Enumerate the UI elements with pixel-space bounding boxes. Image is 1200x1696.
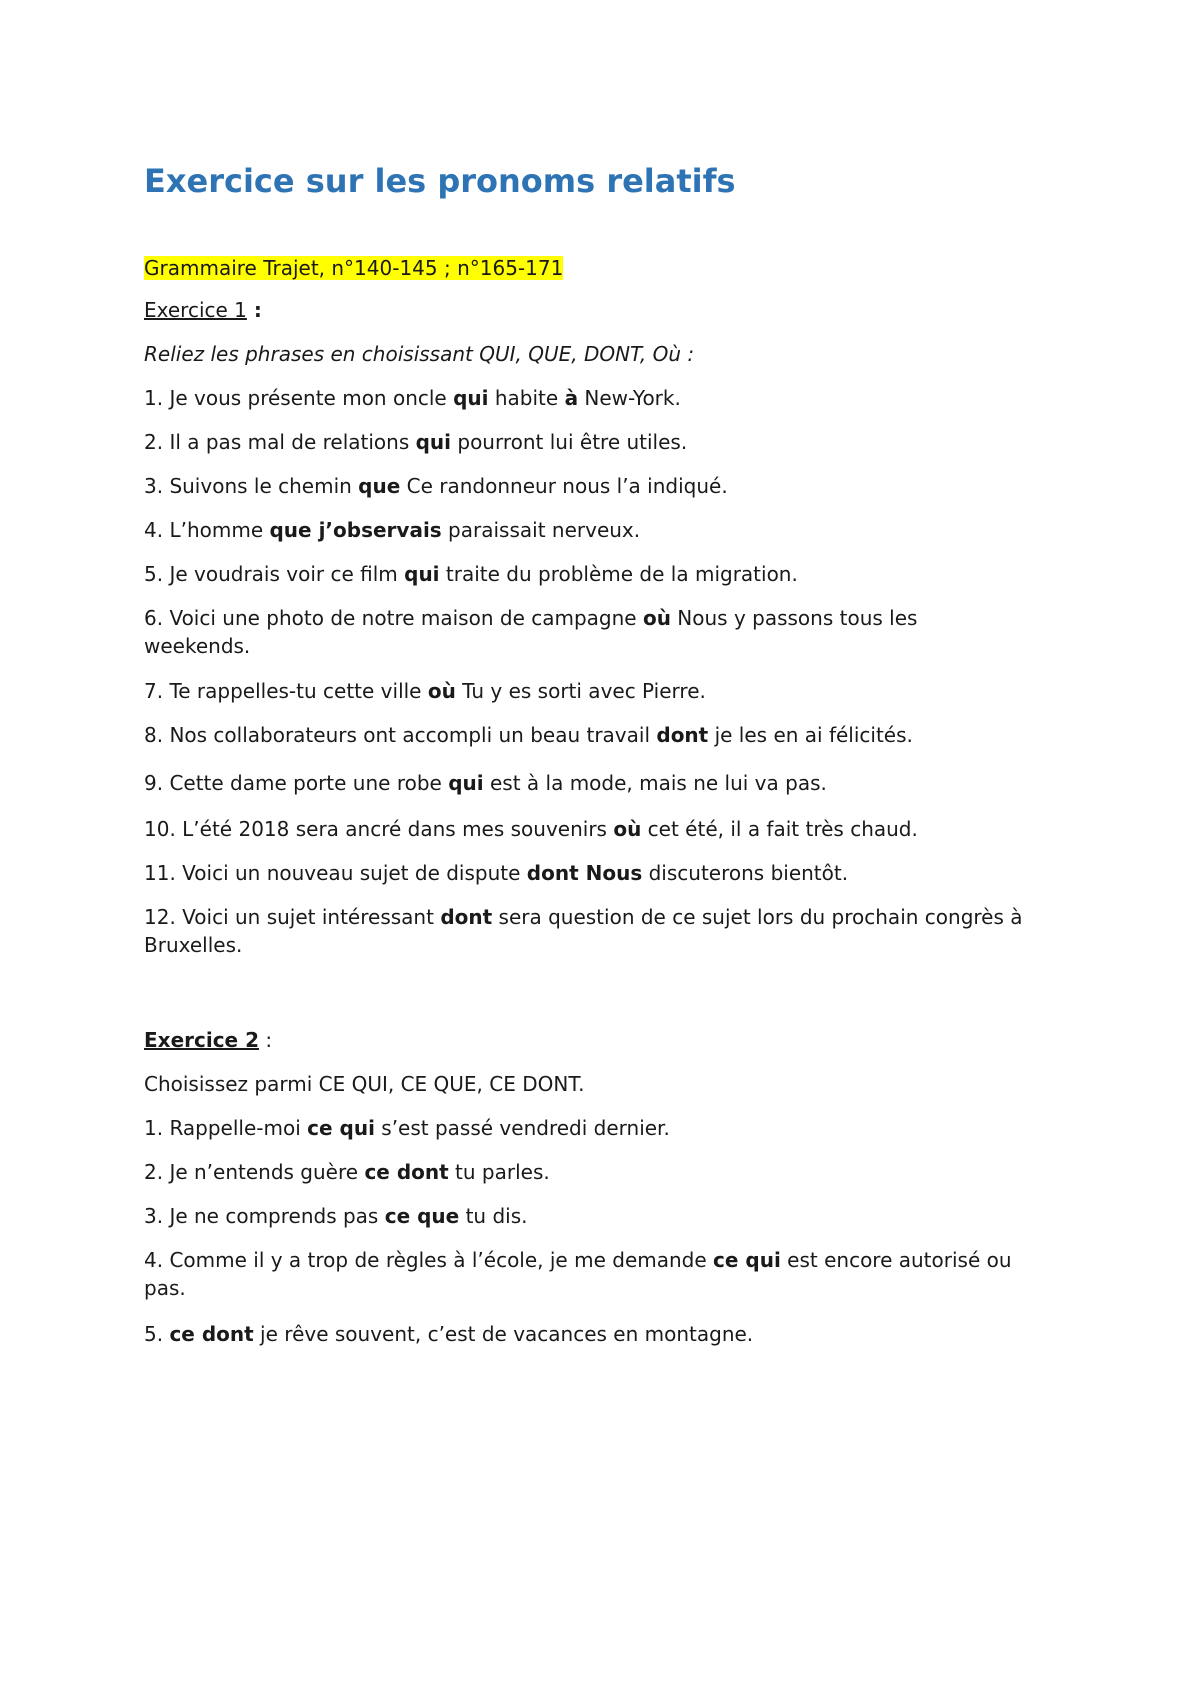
- exercise1-item: [144, 604, 1024, 660]
- item-text: 1. Rappelle-moi: [144, 1116, 308, 1140]
- item-text: est encore autorisé ou pas.: [144, 1248, 1012, 1300]
- item-keyword: qui: [404, 562, 440, 586]
- item-keyword: dont Nous: [526, 861, 643, 885]
- exercise1-item: [144, 815, 1024, 843]
- item-keyword: où: [427, 679, 456, 703]
- item-text: sera question de ce sujet lors du prochain congrès à Bruxelles.: [144, 905, 1023, 957]
- exercise1-instruction: Reliez les phrases en choisissant QUI, QUE, DONT, Où :: [144, 342, 695, 366]
- exercise2-item: [144, 1114, 1024, 1142]
- exercise2-item: [144, 1202, 1024, 1230]
- item-text: tu parles.: [448, 1160, 550, 1184]
- exercise1-item: [144, 428, 1024, 456]
- item-text: New-York.: [578, 386, 681, 410]
- exercise2-item: [144, 1158, 1024, 1186]
- exercise1-item: [144, 384, 1024, 412]
- exercise2-heading-suffix: :: [259, 1028, 273, 1052]
- item-keyword: où: [613, 817, 642, 841]
- item-keyword: qui: [415, 430, 452, 454]
- item-text: tu dis.: [459, 1204, 528, 1228]
- exercise2-instruction: Choisissez parmi CE QUI, CE QUE, CE DONT.: [144, 1072, 585, 1096]
- exercise1-item: [144, 859, 1024, 887]
- item-text: Tu y es sorti avec Pierre.: [455, 679, 706, 703]
- item-keyword: qui: [448, 771, 484, 795]
- item-text: 3. Je ne comprends pas: [144, 1204, 385, 1228]
- item-text: 10. L’été 2018 sera ancré dans mes souvenirs: [144, 817, 614, 841]
- item-text: habite: [488, 386, 565, 410]
- exercise2-item: [144, 1320, 1024, 1348]
- reference-line: [144, 254, 1024, 282]
- item-text: Nous y passons tous les weekends.: [144, 606, 918, 658]
- item-keyword: que j’observais: [269, 518, 442, 542]
- item-text: s’est passé vendredi dernier.: [374, 1116, 670, 1140]
- exercise1-item: [144, 677, 1024, 705]
- item-text: 9. Cette dame porte une robe: [144, 771, 449, 795]
- exercise1-item: [144, 560, 1024, 588]
- item-keyword: où: [642, 606, 671, 630]
- exercise1-heading-label: Exercice 1: [144, 298, 247, 322]
- item-text: 12. Voici un sujet intéressant: [144, 905, 441, 929]
- item-keyword: ce qui: [713, 1248, 781, 1272]
- item-text: est à la mode, mais ne lui va pas.: [483, 771, 827, 795]
- item-text: je les en ai félicités.: [708, 723, 913, 747]
- item-keyword: ce dont: [364, 1160, 449, 1184]
- item-keyword: dont: [440, 905, 493, 929]
- exercise1-item: [144, 472, 1024, 500]
- item-text: 1. Je vous présente mon oncle: [144, 386, 454, 410]
- item-keyword: qui: [453, 386, 489, 410]
- item-text: 2. Je n’entends guère: [144, 1160, 365, 1184]
- item-keyword: dont: [656, 723, 709, 747]
- item-keyword: à: [564, 386, 579, 410]
- item-text: je rêve souvent, c’est de vacances en montagne.: [253, 1322, 754, 1346]
- item-keyword: ce que: [384, 1204, 460, 1228]
- exercise1-heading-suffix: :: [246, 298, 262, 322]
- item-text: paraissait nerveux.: [441, 518, 641, 542]
- exercise2-heading-label: Exercice 2: [144, 1028, 259, 1052]
- item-text: 7. Te rappelles-tu cette ville: [144, 679, 428, 703]
- item-text: 3. Suivons le chemin: [144, 474, 359, 498]
- exercise2-item: [144, 1246, 1024, 1302]
- item-text: 4. Comme il y a trop de règles à l’école, je me demande: [144, 1248, 714, 1272]
- exercise1-item: [144, 516, 1024, 544]
- item-text: 2. Il a pas mal de relations: [144, 430, 416, 454]
- item-text: 6. Voici une photo de notre maison de campagne: [144, 606, 643, 630]
- item-text: cet été, il a fait très chaud.: [641, 817, 918, 841]
- item-text: discuterons bientôt.: [642, 861, 849, 885]
- item-text: 5. Je voudrais voir ce film: [144, 562, 405, 586]
- item-keyword: que: [358, 474, 401, 498]
- item-text: pourront lui être utiles.: [451, 430, 688, 454]
- exercise2-heading: [144, 1026, 1024, 1054]
- exercise1-item: [144, 903, 1024, 959]
- item-keyword: ce qui: [307, 1116, 375, 1140]
- item-text: 5.: [144, 1322, 170, 1346]
- exercise1-item: [144, 769, 1024, 797]
- item-text: 8. Nos collaborateurs ont accompli un beau travail: [144, 723, 657, 747]
- exercise1-item: [144, 721, 1024, 749]
- reference-highlight: Grammaire Trajet, n°140-145 ; n°165-171: [144, 256, 564, 280]
- exercise1-heading: [144, 296, 1024, 324]
- item-keyword: ce dont: [169, 1322, 254, 1346]
- item-text: 4. L’homme: [144, 518, 270, 542]
- item-text: traite du problème de la migration.: [439, 562, 798, 586]
- item-text: 11. Voici un nouveau sujet de dispute: [144, 861, 527, 885]
- item-text: Ce randonneur nous l’a indiqué.: [400, 474, 728, 498]
- document-title: Exercice sur les pronoms relatifs: [144, 162, 736, 200]
